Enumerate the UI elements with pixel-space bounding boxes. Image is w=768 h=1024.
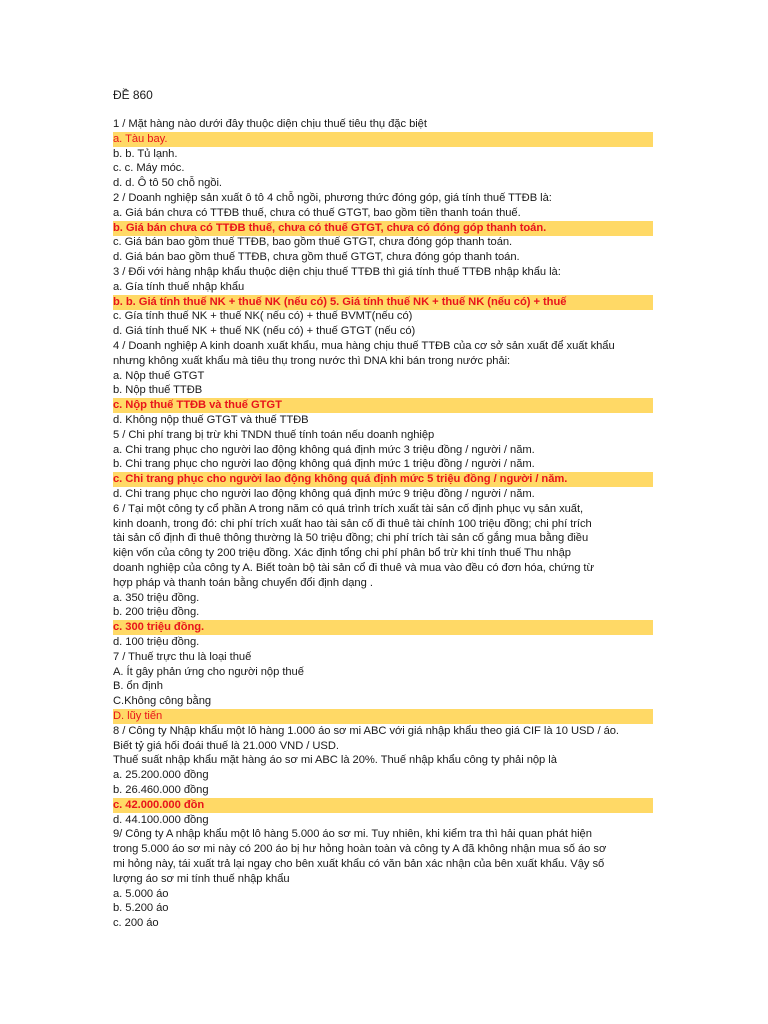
text-line: 4 / Doanh nghiệp A kinh doanh xuất khẩu, mua hàng chịu thuế TTĐB của cơ sở sản xuất để xuất khẩu	[113, 340, 615, 352]
text-line: doanh nghiệp của công ty A. Biết toàn bộ tài sản cổ đi thuê và mua vào đều có đơn hóa, chứng từ	[113, 562, 594, 574]
text-line: B. ổn định	[113, 680, 163, 692]
text-line: d. Giá tính thuế NK + thuế NK (nếu có) + thuế GTGT (nếu có)	[113, 325, 416, 337]
text-line: d. Giá bán bao gồm thuế TTĐB, chưa gồm thuế GTGT, chưa đóng góp thanh toán.	[113, 251, 520, 263]
text-line: a. Giá bán chưa có TTĐB thuế, chưa có thuế GTGT, bao gồm tiền thanh toán thuế.	[113, 207, 521, 219]
text-line: 3 / Đối với hàng nhập khẩu thuộc diện chịu thuế TTĐB thì giá tính thuế TTĐB nhập khẩu là:	[113, 266, 561, 278]
text-line: C.Không công bằng	[113, 695, 212, 707]
text-line: A. Ít gây phản ứng cho người nộp thuế	[113, 666, 304, 678]
text-line: a. Chi trang phục cho người lao động không quá định mức 3 triệu đồng / người / năm.	[113, 444, 535, 456]
text-line: trong 5.000 áo sơ mi này có 200 áo bị hư hỏng hoàn toàn và công ty A đã không nhận mua số áo sơ	[113, 843, 607, 855]
text-line: c. c. Máy móc.	[113, 162, 185, 174]
text-line: a. Tàu bay.	[113, 133, 168, 145]
text-line: d. d. Ô tô 50 chỗ ngồi.	[113, 177, 222, 189]
text-line: a. 25.200.000 đồng	[113, 769, 209, 781]
text-line: b. 5.200 áo	[113, 902, 169, 914]
text-line: b. b. Tủ lạnh.	[113, 148, 178, 160]
text-line: b. Giá bán chưa có TTĐB thuế, chưa có thuế GTGT, chưa có đóng góp thanh toán.	[113, 222, 547, 234]
text-line: c. Giá bán bao gồm thuế TTĐB, bao gồm thuế GTGT, chưa đóng góp thanh toán.	[113, 236, 513, 248]
text-line: c. 42.000.000 đồn	[113, 799, 205, 811]
text-line: d. Chi trang phục cho người lao động không quá định mức 9 triệu đồng / người / năm.	[113, 488, 535, 500]
answer-highlight	[113, 132, 653, 147]
text-line: d. 44.100.000 đồng	[113, 814, 209, 826]
text-line: Thuế suất nhập khẩu mặt hàng áo sơ mi ABC là 20%. Thuế nhập khẩu công ty phải nộp là	[113, 754, 557, 766]
text-line: b. 200 triệu đồng.	[113, 606, 200, 618]
answer-highlight	[113, 709, 653, 724]
text-line: 7 / Thuế trực thu là loại thuế	[113, 651, 252, 663]
text-line: kinh doanh, trong đó: chi phí trích xuất hao tài sản cố đi thuê tài chính 100 triệu đồng; chi phí trích	[113, 518, 592, 530]
text-line: D. lũy tiến	[113, 710, 163, 722]
text-line: c. Nộp thuế TTĐB và thuế GTGT	[113, 399, 282, 411]
text-line: hợp pháp và thanh toán bằng chuyển đổi định dạng .	[113, 577, 373, 589]
text-line: Biết tỷ giá hối đoái thuế là 21.000 VND / USD.	[113, 740, 339, 752]
page-title: ĐỀ 860	[113, 88, 153, 102]
text-line: 5 / Chi phí trang bị trừ khi TNDN thuế tính toán nếu doanh nghiệp	[113, 429, 435, 441]
text-line: 9/ Công ty A nhập khẩu một lô hàng 5.000 áo sơ mi. Tuy nhiên, khi kiểm tra thì hải quan phát hiện	[113, 828, 592, 840]
text-line: kiện vốn của công ty 200 triệu đồng. Xác định tổng chi phí phân bổ trừ khi tính thuế Thu nhập	[113, 547, 571, 559]
text-line: b. 26.460.000 đồng	[113, 784, 209, 796]
text-line: c. 200 áo	[113, 917, 159, 929]
text-line: a. 5.000 áo	[113, 888, 169, 900]
text-line: 6 / Tại một công ty cổ phần A trong năm có quá trình trích xuất tài sản cố định phục vụ sản xuất,	[113, 503, 584, 515]
text-line: nhưng không xuất khẩu mà tiêu thụ trong nước thì DNA khi bán trong nước phải:	[113, 355, 511, 367]
text-line: b. Chi trang phục cho người lao động không quá định mức 1 triệu đồng / người / năm.	[113, 458, 535, 470]
text-line: 8 / Công ty Nhập khẩu một lô hàng 1.000 áo sơ mi ABC với giá nhập khẩu theo giá CIF là 10 USD / áo.	[113, 725, 619, 737]
text-line: c. Chi trang phục cho người lao động không quá định mức 5 triệu đồng / người / năm.	[113, 473, 568, 485]
text-line: c. 300 triệu đồng.	[113, 621, 205, 633]
text-line: a. 350 triệu đồng.	[113, 592, 200, 604]
text-line: a. Nộp thuế GTGT	[113, 370, 205, 382]
text-line: d. Không nộp thuế GTGT và thuế TTĐB	[113, 414, 309, 426]
text-line: c. Gía tính thuế NK + thuế NK( nếu có) + thuế BVMT(nếu có)	[113, 310, 413, 322]
text-line: 1 / Mặt hàng nào dưới đây thuộc diện chịu thuế tiêu thụ đặc biệt	[113, 118, 427, 130]
text-line: d. 100 triệu đồng.	[113, 636, 200, 648]
text-line: mi hỏng này, tái xuất trả lại ngay cho bên xuất khẩu có văn bản xác nhận của bên xuất khẩu. Vậy số	[113, 858, 605, 870]
text-line: b. Nộp thuế TTĐB	[113, 384, 203, 396]
text-line: lượng áo sơ mi tính thuế nhập khẩu	[113, 873, 290, 885]
text-line: b. b. Giá tính thuế NK + thuế NK (nếu có) 5. Giá tính thuế NK + thuế NK (nếu có) + thuế	[113, 296, 567, 308]
text-line: 2 / Doanh nghiệp sản xuất ô tô 4 chỗ ngồi, phương thức đóng góp, giá tính thuế TTĐB là:	[113, 192, 552, 204]
text-line: tài sản cố định đi thuê thông thường là 50 triệu đồng; chi phí trích tài sản cố gắng mua bằng điều	[113, 532, 589, 544]
text-line: a. Gía tính thuế nhập khẩu	[113, 281, 245, 293]
